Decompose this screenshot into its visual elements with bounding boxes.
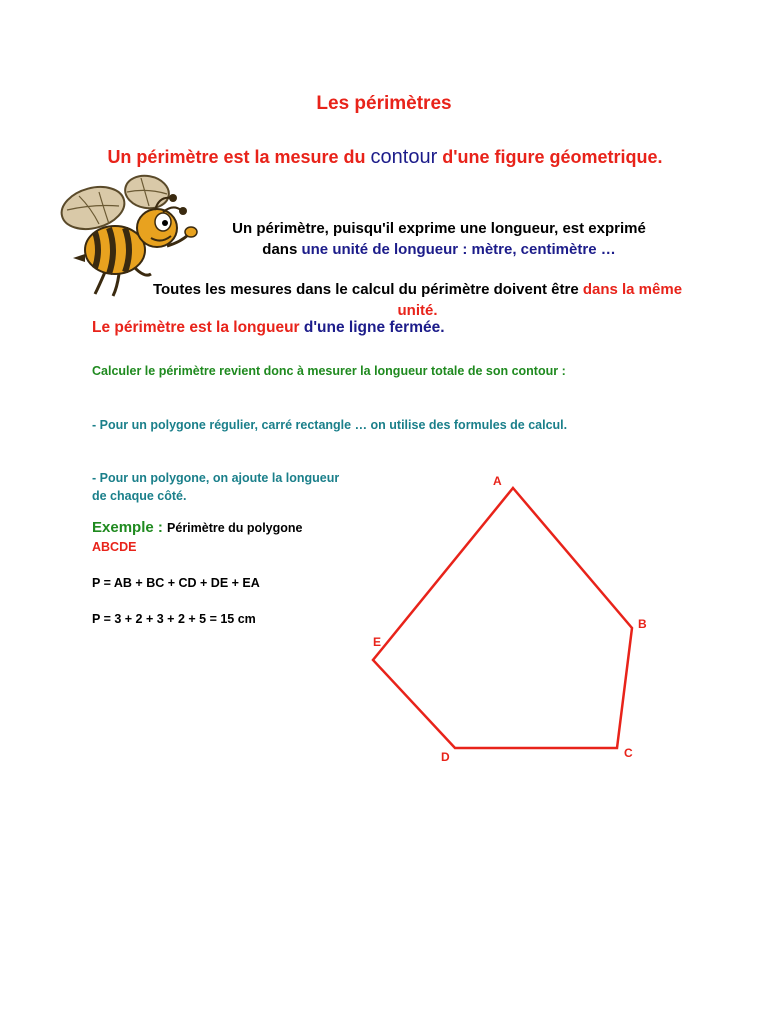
vertex-label-d: D (441, 750, 450, 764)
vertex-label-a: A (493, 474, 502, 488)
example-block (92, 518, 362, 557)
same-unit-paragraph (140, 279, 695, 321)
calc-paragraph: Calculer le périmètre revient donc à mesurer la longueur totale de son contour : (92, 364, 566, 378)
definition-contour: contour (370, 146, 438, 168)
unit-paragraph-part1: Un périmètre, puisqu'il exprime une longueur, est exprimé dans (232, 220, 646, 258)
polygon-paragraph: - Pour un polygone, on ajoute la longueur de chaque côté. (92, 471, 340, 503)
definition (100, 145, 670, 170)
definition-part2: d'une figure géometrique. (437, 147, 663, 167)
closed-line-statement (92, 319, 445, 337)
example-polygon-name: ABCDE (92, 540, 137, 554)
vertex-label-c: C (624, 746, 633, 760)
vertex-label-e: E (373, 635, 382, 649)
unit-paragraph-part2: une unité de longueur : mètre, centimètre … (301, 241, 616, 258)
vertex-label-b: B (638, 617, 647, 631)
example-label: Exemple : (92, 519, 168, 536)
page-title: Les périmètres (316, 93, 452, 114)
definition-part1: Un périmètre est la mesure du (107, 147, 371, 167)
example-text: Périmètre du polygone (167, 521, 303, 535)
formula-letters: P = AB + BC + CD + DE + EA (92, 576, 260, 590)
closed-line-part2: d'une ligne fermée. (303, 319, 445, 336)
unit-paragraph (225, 218, 653, 260)
same-unit-part2: dans la même unité. (397, 281, 683, 319)
pentagon-outline (373, 488, 632, 748)
regular-polygon-paragraph: - Pour un polygone régulier, carré rectangle … on utilise des formules de calcul. (92, 418, 568, 432)
same-unit-part1: Toutes les mesures dans le calcul du périmètre doivent être (152, 281, 583, 298)
formula-values: P = 3 + 2 + 3 + 2 + 5 = 15 cm (92, 612, 256, 626)
closed-line-part1: Le périmètre est la longueur (92, 319, 304, 336)
